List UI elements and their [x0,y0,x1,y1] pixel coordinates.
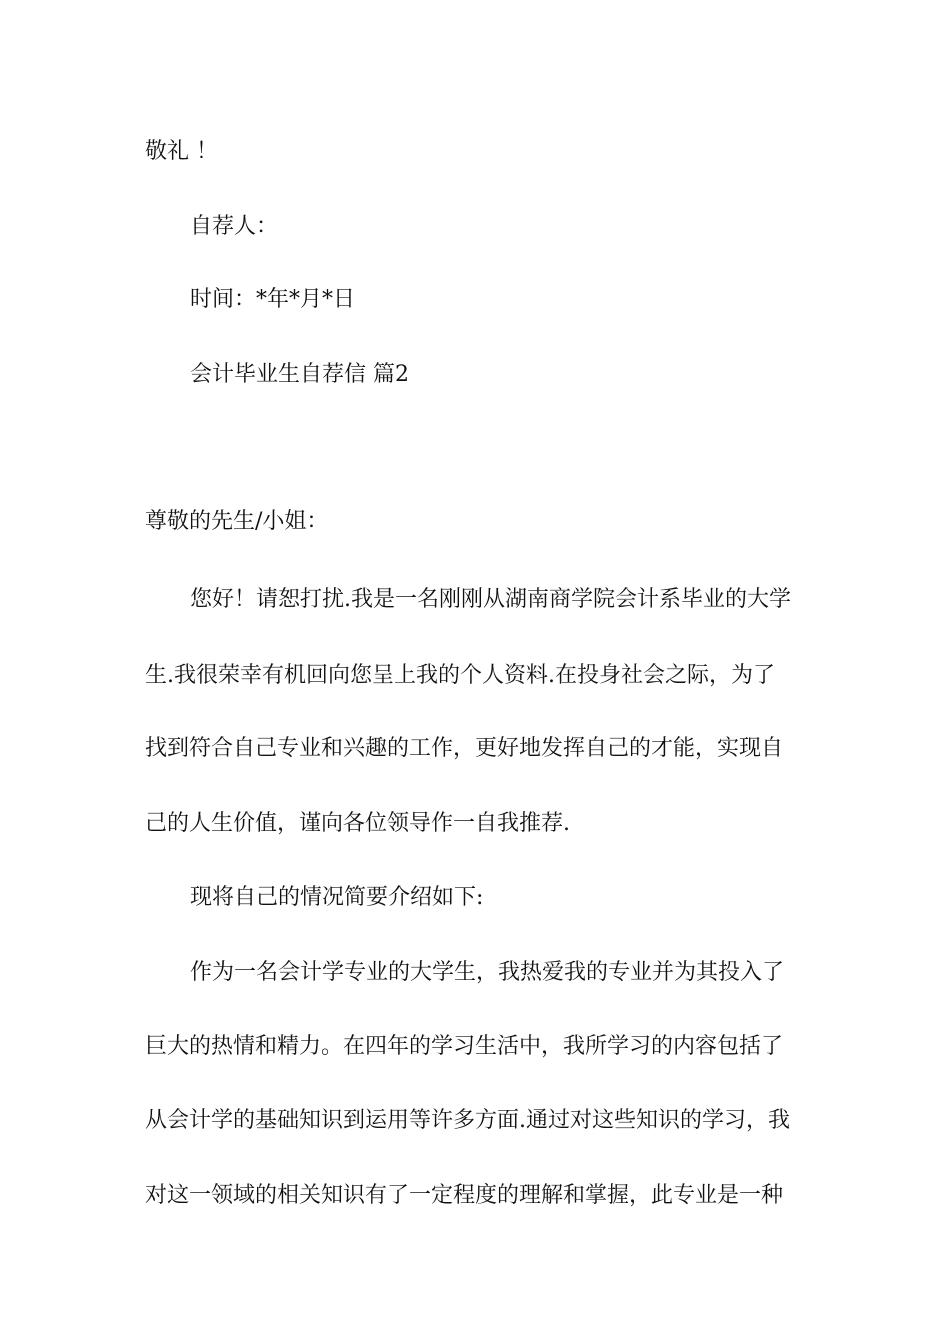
paragraph-line: 巨大的热情和精力。在四年的学习生活中，我所学习的内容包括了 [145,1034,784,1059]
paragraph-line: 对这一领域的相关知识有了一定程度的理解和掌握，此专业是一种 [145,1183,784,1208]
paragraph-line: 现将自己的情况简要介绍如下: [190,885,484,910]
salutation: 尊敬的先生/小姐： [145,509,329,534]
paragraph-line: 找到符合自己专业和兴趣的工作，更好地发挥自己的才能，实现自 [145,736,784,761]
signature-label: 自荐人： [190,214,279,239]
paragraph-line: 从会计学的基础知识到运用等许多方面.通过对这些知识的学习，我 [145,1108,790,1133]
paragraph-line: 己的人生价值，谨向各位领导作一自我推荐. [145,811,570,836]
paragraph-line: 您好！请恕打扰.我是一名刚刚从湖南商学院会计系毕业的大学 [190,587,791,612]
paragraph-line: 作为一名会计学专业的大学生，我热爱我的专业并为其投入了 [190,960,785,985]
paragraph-line: 生.我很荣幸有机回向您呈上我的个人资料.在投身社会之际，为了 [145,663,775,688]
date-line: 时间：*年*月*日 [190,287,356,312]
section-title: 会计毕业生自荐信 篇2 [190,362,409,387]
closing-line: 敬礼 ！ [145,139,218,164]
